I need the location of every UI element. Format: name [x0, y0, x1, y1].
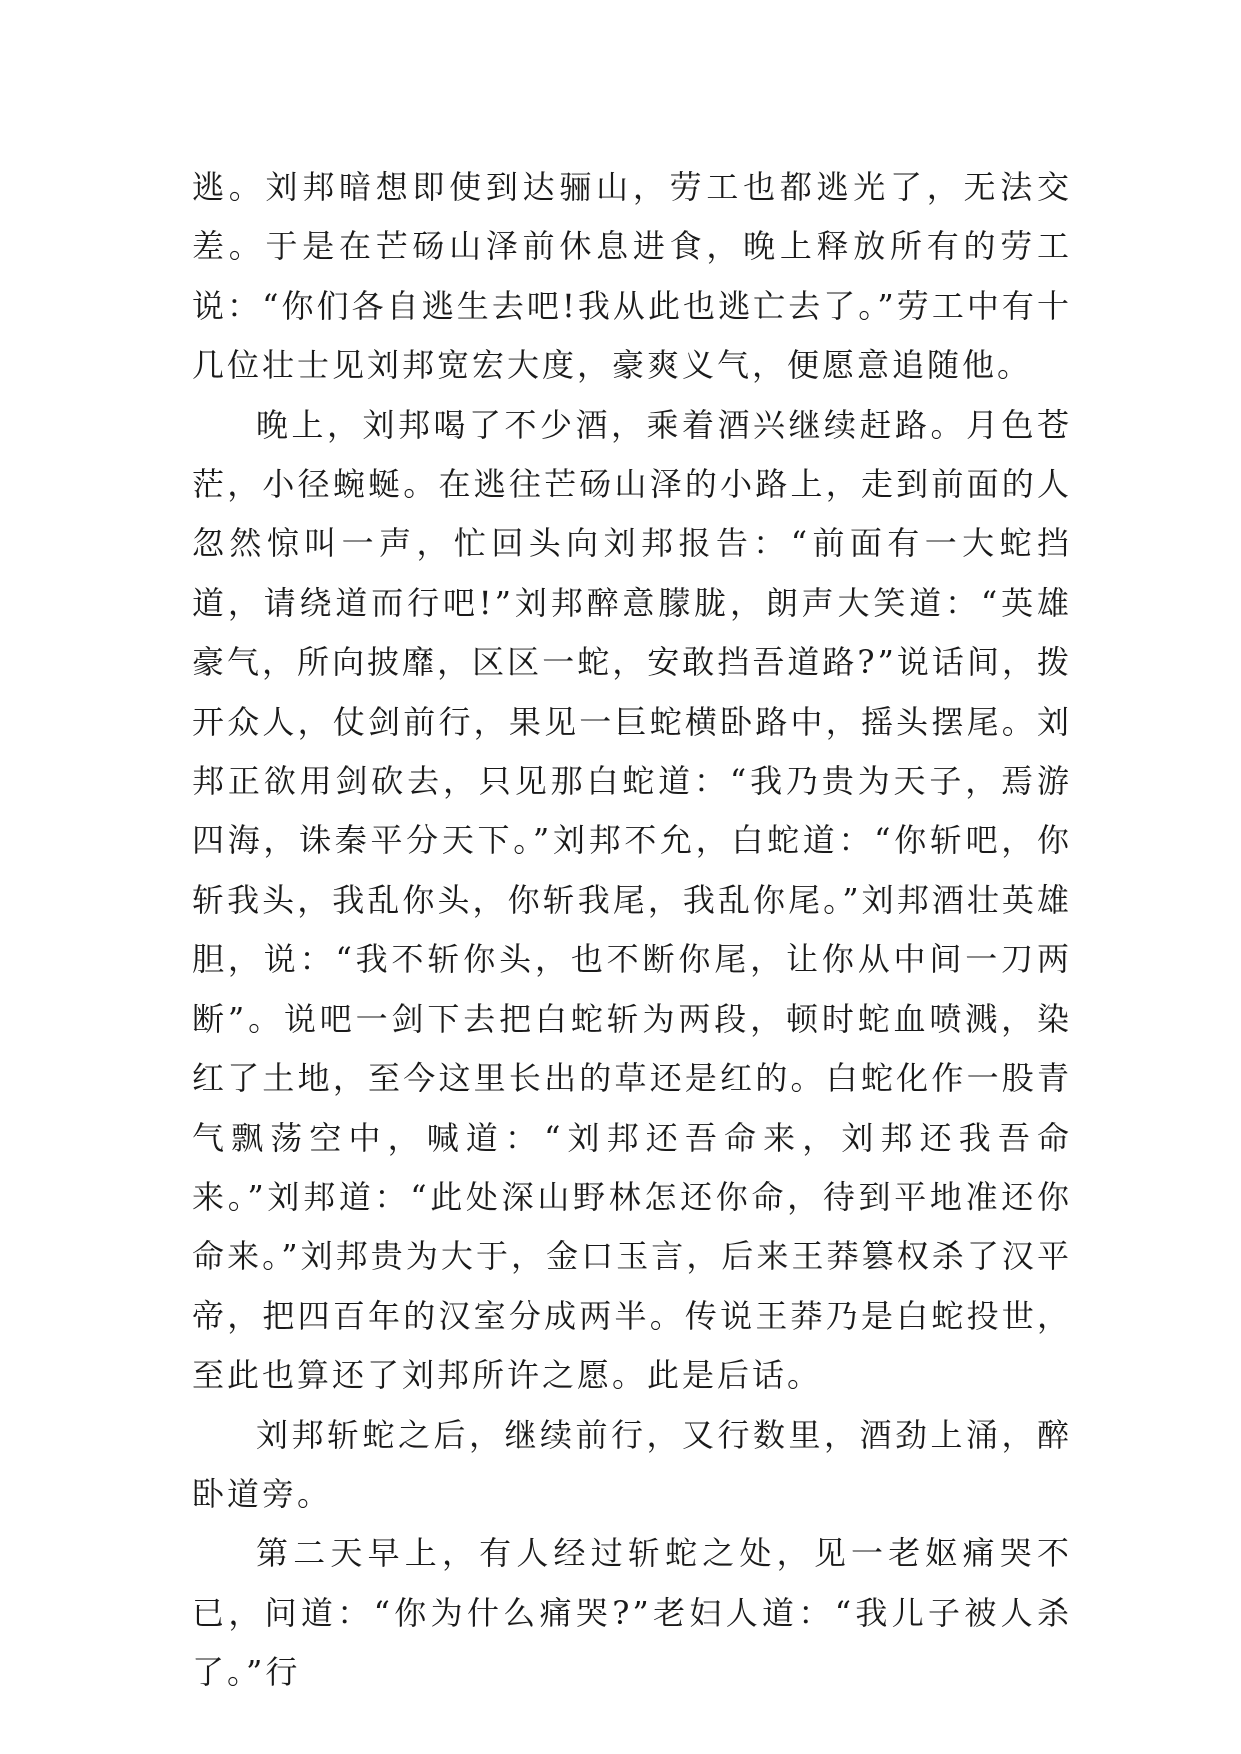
paragraph-4: 第二天早上，有人经过斩蛇之处，见一老妪痛哭不已，问道：“你为什么痛哭?”老妇人道：“我儿子被人杀了。”行: [192, 1534, 1072, 1692]
body-text: [192, 158, 1072, 1703]
paragraph-3: 刘邦斩蛇之后，继续前行，又行数里，酒劲上涌，醉卧道旁。: [192, 1415, 1072, 1513]
paragraph-2: 晚上，刘邦喝了不少酒，乘着酒兴继续赶路。月色苍茫，小径蜿蜒。在逃往芒砀山泽的小路上，走到前面的人忽然惊叫一声，忙回头向刘邦报告：“前面有一大蛇挡道，请绕道而行吧!”刘邦醉意朦胧，朗声大笑道：“英雄豪气，所向披靡，区区一蛇，安敢挡吾道路?”说话间，拨开众人，仗剑前行，果见一巨蛇横卧路中，摇头摆尾。刘邦正欲用剑砍去，只见那白蛇道：“我乃贵为天子，焉游四海，诛秦平分天下。”刘邦不允，白蛇道：“你斩吧，你斩我头，我乱你头，你斩我尾，我乱你尾。”刘邦酒壮英雄胆，说：“我不斩你头，也不断你尾，让你从中间一刀两断”。说吧一剑下去把白蛇斩为两段，顿时蛇血喷溅，染红了土地，至今这里长出的草还是红的。白蛇化作一股青气飘荡空中，喊道：“刘邦还吾命来，刘邦还我吾命来。”刘邦道：“此处深山野林怎还你命，待到平地准还你命来。”刘邦贵为大于，金口玉言，后来王莽篡权杀了汉平帝，把四百年的汉室分成两半。传说王莽乃是白蛇投世，至此也算还了刘邦所许之愿。此是后话。: [192, 405, 1072, 1395]
paragraph-1: 逃。刘邦暗想即使到达骊山，劳工也都逃光了，无法交差。于是在芒砀山泽前休息进食，晚上释放所有的劳工说：“你们各自逃生去吧!我从此也逃亡去了。”劳工中有十几位壮士见刘邦宽宏大度，豪爽义气，便愿意追随他。: [192, 168, 1072, 385]
